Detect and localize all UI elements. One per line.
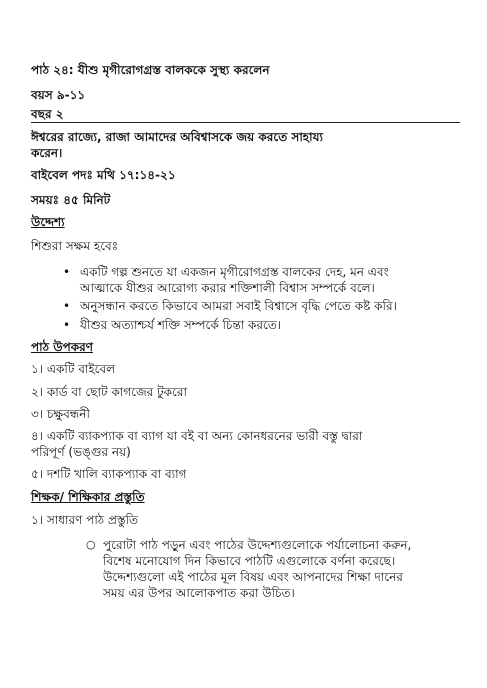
preparation-heading: শিক্ষক/ শিক্ষিকার প্রস্তুতি bbox=[31, 490, 145, 504]
theme-line-1: ঈশ্বরের রাজ্যে, রাজা আমাদের অবিশ্বাসকে জয় করতে সাহায্য bbox=[31, 130, 323, 144]
materials-heading: পাঠ উপকরণ bbox=[31, 340, 93, 354]
preparation-line-2: বিশেষ মনোযোগ দিন কিভাবে পাঠটি এগুলোকে বর্ণনা করেছে। bbox=[103, 554, 396, 568]
objective-item-1-line-1: একটি গল্প শুনতে যা একজন মৃগীরোগগ্রস্ত বালকের দেহ, মন এবং bbox=[80, 265, 389, 279]
objectives-intro: শিশুরা সক্ষম হবেঃ bbox=[31, 239, 119, 253]
material-item-4-line-1: ৪। একটি ব্যাকপ্যাক বা ব্যাগ যা বই বা অন্য কোনধরনের ভারী বস্তু দ্বারা bbox=[31, 429, 363, 443]
duration: সময়ঃ ৪৫ মিনিট bbox=[31, 193, 111, 207]
bullet-icon: • bbox=[63, 265, 71, 279]
material-item-2: ২। কার্ড বা ছোট কাগজের টুকরো bbox=[31, 385, 187, 399]
divider-line bbox=[31, 122, 460, 123]
circle-bullet-icon: ○ bbox=[86, 538, 96, 551]
objective-item-3: যীশুর অত্যাশ্চর্য শক্তি সম্পর্কে চিন্তা করতে। bbox=[80, 318, 282, 332]
theme-line-2: করেন। bbox=[31, 146, 63, 160]
preparation-line-3: উদ্দেশ্যগুলো এই পাঠের মূল বিষয় এবং আপনাদের শিক্ষা দানের bbox=[103, 570, 403, 584]
age-range: বয়স ৯-১১ bbox=[31, 88, 86, 102]
lesson-title: পাঠ ২৪: যীশু মৃগীরোগগ্রস্ত বালককে সুস্থ্য করলেন bbox=[31, 63, 270, 77]
preparation-line-1: পুরোটা পাঠ পড়ুন এবং পাঠের উদ্দেশ্যগুলোকে পর্যালোচনা করুন, bbox=[103, 538, 412, 552]
material-item-3: ৩। চক্ষুবন্ধনী bbox=[31, 407, 90, 421]
material-item-5: ৫। দশটি খালি ব্যাকপ্যাক বা ব্যাগ bbox=[31, 467, 187, 481]
material-item-1: ১। একটি বাইবেল bbox=[31, 362, 116, 376]
bible-passage: বাইবেল পদঃ মথি ১৭:১৪-২১ bbox=[31, 168, 176, 182]
preparation-subheading: ১। সাধারণ পাঠ প্রস্তুতি bbox=[31, 513, 139, 527]
bullet-icon: • bbox=[63, 299, 71, 313]
material-item-4-line-2: পরিপূর্ণ (ভঙ্গুর নয়) bbox=[31, 445, 131, 459]
year-label: বছর ২ bbox=[31, 107, 64, 121]
objectives-heading: উদ্দেশ্য bbox=[31, 215, 65, 229]
objective-item-1-line-2: আত্মাকে যীশুর আরোগ্য করার শক্তিশালী বিশ্বাস সম্পর্কে বলে। bbox=[80, 281, 375, 295]
preparation-line-4: সময় এর উপর আলোকপাত করা উচিত। bbox=[103, 586, 295, 600]
objective-item-2: অনুসন্ধান করতে কিভাবে আমরা সবাই বিশ্বাসে বৃদ্ধি পেতে কষ্ট করি। bbox=[80, 299, 397, 313]
bullet-icon: • bbox=[63, 318, 71, 332]
